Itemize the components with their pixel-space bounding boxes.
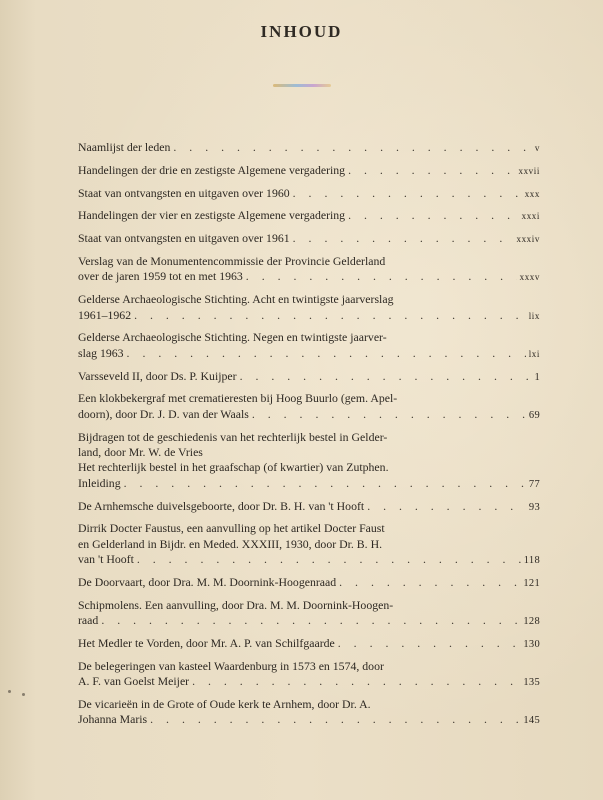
toc-page-number: 69 xyxy=(528,409,540,421)
toc-entry-line xyxy=(78,445,540,460)
toc-entry-text: land, door Mr. W. de Vries xyxy=(78,445,203,459)
toc-entry xyxy=(78,575,540,591)
toc-page-number: 77 xyxy=(528,478,540,490)
dot-leader xyxy=(339,575,520,590)
toc-entry-text: De vicarieën in de Grote of Oude kerk te Arnhem, door Dr. A. xyxy=(78,697,371,712)
dot-leader xyxy=(134,308,526,323)
toc-entry xyxy=(78,636,540,652)
toc-entry-line xyxy=(78,499,540,515)
toc-entry-line xyxy=(78,476,540,492)
toc-entry-line xyxy=(78,636,540,652)
page-title: INHOUD xyxy=(260,22,343,41)
table-of-contents xyxy=(78,140,540,735)
toc-page-number: xxxiv xyxy=(516,234,540,245)
toc-entry xyxy=(78,186,540,202)
toc-entry-line xyxy=(78,308,540,324)
toc-entry xyxy=(78,521,540,568)
toc-page-number: lix xyxy=(528,310,540,321)
toc-entry-text: van 't Hooft xyxy=(78,552,134,567)
toc-entry-text: Het rechterlijk bestel in het graafschap (of kwartier) van Zutphen. xyxy=(78,460,389,475)
toc-entry xyxy=(78,391,540,423)
toc-entry xyxy=(78,499,540,515)
toc-entry-line xyxy=(78,391,540,406)
toc-entry xyxy=(78,598,540,630)
toc-entry-line xyxy=(78,674,540,690)
toc-entry-text: Inleiding xyxy=(78,475,121,490)
toc-entry-text: Gelderse Archaeologische Stichting. Acht en twintigste jaarverslag xyxy=(78,292,394,307)
toc-entry-line xyxy=(78,712,540,728)
toc-entry-text: Verslag van de Monumentencommissie der Provincie Gelderland xyxy=(78,253,386,268)
toc-entry-text: doorn), door Dr. J. D. van der Waals xyxy=(78,406,249,421)
toc-entry xyxy=(78,163,540,179)
toc-entry-line xyxy=(78,369,540,385)
dot-leader xyxy=(367,499,526,514)
toc-entry-text: Varsseveld II, door Ds. P. Kuijper xyxy=(78,368,237,383)
toc-entry-line xyxy=(78,613,540,629)
dot-leader xyxy=(293,186,522,201)
toc-entry xyxy=(78,292,540,324)
toc-entry-text: Het Medler te Vorden, door Mr. A. P. van Schilfgaarde xyxy=(78,636,335,651)
toc-entry-text: over de jaren 1959 tot en met 1963 xyxy=(78,269,243,284)
toc-entry-text: Handelingen der vier en zestigste Algemene vergadering xyxy=(78,208,346,223)
toc-entry-text: De Arnhemsche duivelsgeboorte, door Dr. B. H. van 't Hooft xyxy=(78,498,365,513)
dot-leader xyxy=(192,674,520,689)
toc-entry-line xyxy=(78,460,540,475)
toc-entry-text: A. F. van Goelst Meijer xyxy=(78,674,190,689)
toc-entry-text: Handelingen der drie en zestigste Algemene vergadering xyxy=(78,162,346,177)
toc-entry-line xyxy=(78,140,540,156)
toc-entry-line xyxy=(78,330,540,345)
toc-entry-line xyxy=(78,186,540,202)
dot-leader xyxy=(338,636,521,651)
toc-entry xyxy=(78,697,540,729)
toc-entry-line xyxy=(78,254,540,269)
toc-entry xyxy=(78,369,540,385)
toc-entry-line xyxy=(78,231,540,247)
dot-leader xyxy=(252,407,526,422)
dot-leader xyxy=(173,140,532,155)
toc-page-number: 130 xyxy=(523,639,540,651)
toc-entry xyxy=(78,659,540,691)
toc-entry-text: De belegeringen van kasteel Waardenburg in 1573 en 1574, door xyxy=(78,658,384,673)
toc-entry-text: Een klokbekergraf met crematieresten bij Hoog Buurlo (gem. Apel- xyxy=(78,391,398,406)
dot-leader xyxy=(348,208,519,223)
toc-entry-line xyxy=(78,269,540,285)
toc-entry-text: Schipmolens. Een aanvulling, door Dra. M. M. Doornink-Hoogen- xyxy=(78,597,394,612)
toc-page-number: xxvii xyxy=(518,165,540,176)
toc-entry-text: Johanna Maris xyxy=(78,712,148,727)
toc-entry-line xyxy=(78,659,540,674)
dot-leader xyxy=(127,346,526,361)
toc-entry-line xyxy=(78,537,540,552)
dot-leader xyxy=(240,369,532,384)
toc-entry-text: Naamlijst der leden xyxy=(78,140,171,154)
toc-page-number: xxxi xyxy=(521,211,540,222)
toc-entry-line xyxy=(78,163,540,179)
toc-page-number: 121 xyxy=(523,578,540,590)
toc-page-number: lxi xyxy=(528,348,540,359)
toc-page-number: 93 xyxy=(528,501,540,513)
toc-entry-text: Staat van ontvangsten en uitgaven over 1961 xyxy=(78,231,290,246)
toc-entry xyxy=(78,430,540,493)
dot-leader xyxy=(101,613,520,628)
toc-page-number: v xyxy=(534,143,540,153)
toc-entry xyxy=(78,330,540,362)
toc-entry-text: 1961–1962 xyxy=(78,307,132,322)
toc-entry-line xyxy=(78,521,540,536)
toc-entry xyxy=(78,254,540,286)
toc-page-number: 1 xyxy=(534,371,540,383)
toc-page-number: 135 xyxy=(523,677,540,689)
dot-leader xyxy=(348,163,515,178)
toc-entry-line xyxy=(78,575,540,591)
toc-entry-text: en Gelderland in Bijdr. en Meded. XXXIII, 1930, door Dr. B. H. xyxy=(78,536,383,551)
toc-page-number: xxxv xyxy=(519,272,540,283)
toc-entry-text: Dirrik Docter Faustus, een aanvulling op het artikel Docter Faust xyxy=(78,521,385,536)
toc-entry-line xyxy=(78,346,540,362)
toc-entry-text: De Doorvaart, door Dra. M. M. Doornink-Hoogenraad xyxy=(78,575,337,590)
dot-leader xyxy=(124,476,526,491)
toc-entry-line xyxy=(78,292,540,307)
toc-entry-line xyxy=(78,208,540,224)
title-ornament xyxy=(273,84,331,87)
dot-leader xyxy=(150,712,520,727)
toc-entry xyxy=(78,231,540,247)
margin-speck xyxy=(22,693,25,696)
toc-entry-line xyxy=(78,430,540,445)
toc-entry-text: raad xyxy=(78,613,99,628)
toc-entry-line xyxy=(78,407,540,423)
toc-entry-text: Bijdragen tot de geschiedenis van het rechterlijk bestel in Gelder- xyxy=(78,429,388,444)
dot-leader xyxy=(293,231,514,246)
margin-speck xyxy=(8,690,11,693)
toc-entry-text: Staat van ontvangsten en uitgaven over 1960 xyxy=(78,185,290,200)
toc-page-number: xxx xyxy=(524,188,540,199)
toc-entry-text: Gelderse Archaeologische Stichting. Negen en twintigste jaarver- xyxy=(78,330,387,345)
toc-entry xyxy=(78,208,540,224)
toc-entry-line xyxy=(78,552,540,568)
toc-entry xyxy=(78,140,540,156)
toc-page-number: 118 xyxy=(523,555,540,567)
toc-page-number: 128 xyxy=(523,616,540,628)
toc-page-number: 145 xyxy=(523,715,540,727)
dot-leader xyxy=(137,552,521,567)
toc-entry-line xyxy=(78,598,540,613)
dot-leader xyxy=(246,269,517,284)
toc-entry-line xyxy=(78,697,540,712)
toc-entry-text: slag 1963 xyxy=(78,345,124,360)
